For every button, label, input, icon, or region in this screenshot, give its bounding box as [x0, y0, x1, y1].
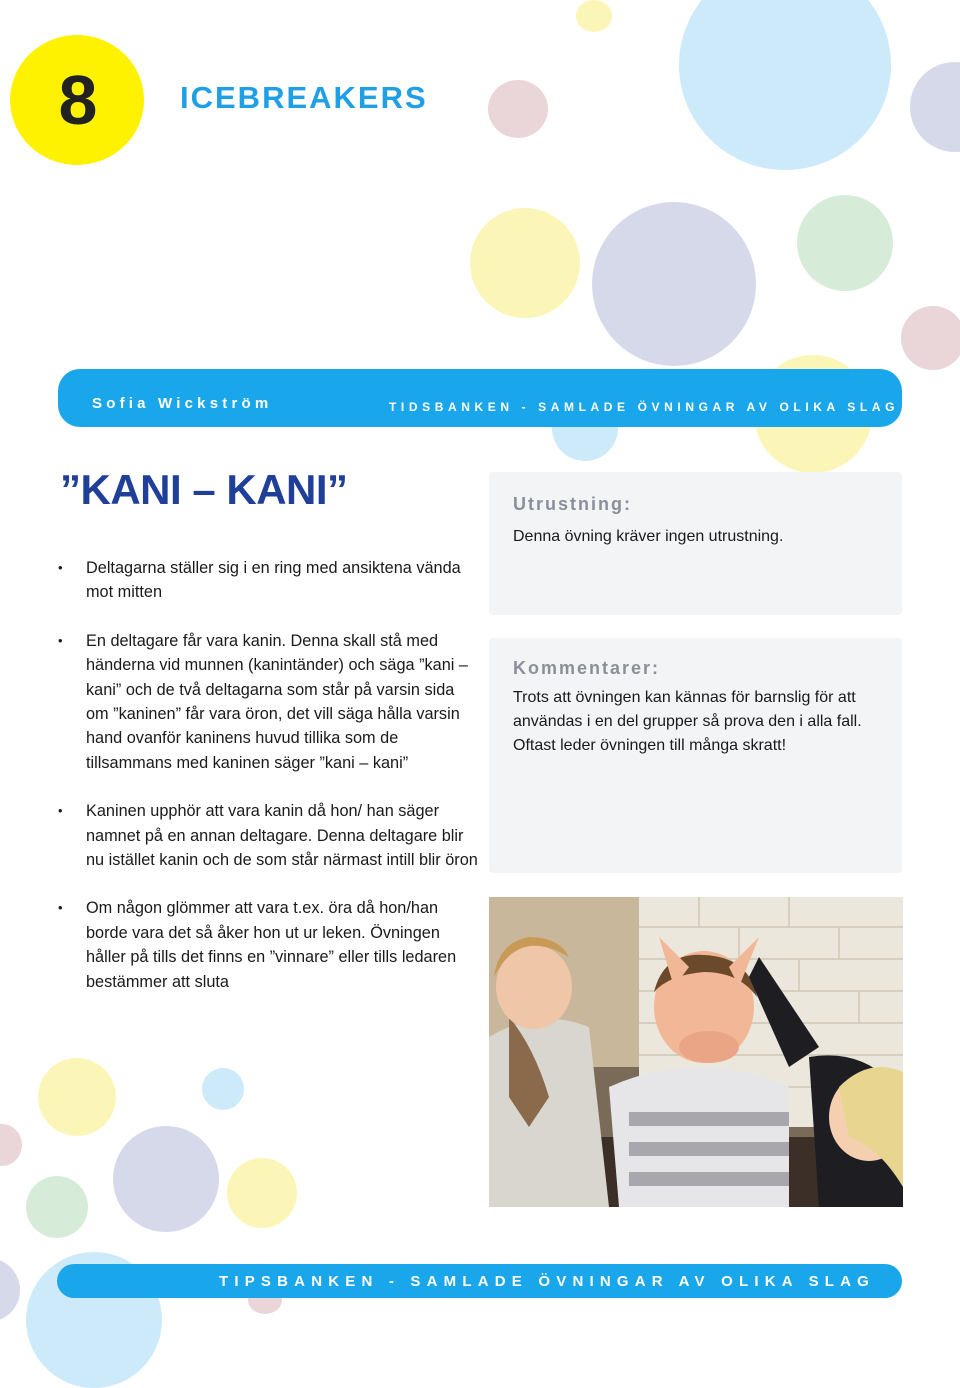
- equipment-text: Denna övning kräver ingen utrustning.: [513, 528, 784, 545]
- equipment-heading: Utrustning:: [513, 494, 632, 514]
- decor-dot: [0, 1258, 20, 1322]
- photo-illustration: [489, 897, 903, 1207]
- footer-bar: [57, 1264, 902, 1298]
- decor-dot: [113, 1126, 219, 1232]
- instruction-item: • Kaninen upphör att vara kanin då hon/ han säger namnet på en annan deltagare. Denna deltagare blir nu istället kanin och de som står närmast intill blir öron: [58, 799, 478, 872]
- comments-panel: [489, 638, 902, 873]
- chapter-number-badge: [10, 35, 144, 165]
- series-title: TIDSBANKEN - SAMLADE ÖVNINGAR AV OLIKA SLAG: [389, 400, 900, 414]
- comments-text: Trots att övningen kan kännas för barnslig för att användas i en del grupper så prova den i alla fall. Oftast leder övningen till många skratt!: [513, 689, 862, 754]
- footer-text: TIPSBANKEN - SAMLADE ÖVNINGAR AV OLIKA SLAG: [219, 1273, 876, 1290]
- decor-dot: [797, 195, 893, 291]
- exercise-photo: [489, 897, 903, 1207]
- section-title: ICEBREAKERS: [180, 80, 428, 115]
- decor-dot: [26, 1176, 88, 1238]
- decor-dot: [227, 1158, 297, 1228]
- decor-dot: [901, 306, 960, 370]
- decor-dot: [910, 62, 960, 152]
- decor-dot: [592, 202, 756, 366]
- author-name: Sofia Wickström: [92, 395, 273, 412]
- decor-dot: [576, 0, 612, 32]
- chapter-number: 8: [58, 61, 96, 139]
- comments-heading: Kommentarer:: [513, 658, 661, 678]
- decor-dot: [488, 80, 548, 138]
- exercise-title: ”KANI – KANI”: [60, 466, 348, 513]
- instruction-item: • En deltagare får vara kanin. Denna skall stå med händerna vid munnen (kanintänder) och säga ”kani – kani” och de två deltagarna som står på varsin sida om ”kaninen” får vara öron, det vill säga hålla varsin hand ovanför kaninens huvud tillika som de tillsammans med kaninen säger ”kani – kani”: [58, 629, 478, 775]
- decor-dot: [202, 1068, 244, 1110]
- header-bar: [58, 369, 902, 427]
- decor-dot: [679, 0, 891, 170]
- decor-dot: [38, 1058, 116, 1136]
- instruction-item: • Om någon glömmer att vara t.ex. öra då hon/han borde vara det så åker hon ut ur leken. Övningen håller på tills det finns en ”vinnare” eller tills ledaren bestämmer att sluta: [58, 896, 478, 994]
- decor-dot: [0, 1124, 22, 1166]
- instruction-item: • Deltagarna ställer sig i en ring med ansiktena vända mot mitten: [58, 556, 478, 605]
- decor-dot: [470, 208, 580, 318]
- equipment-panel: [489, 472, 902, 615]
- instruction-list: [58, 556, 478, 1018]
